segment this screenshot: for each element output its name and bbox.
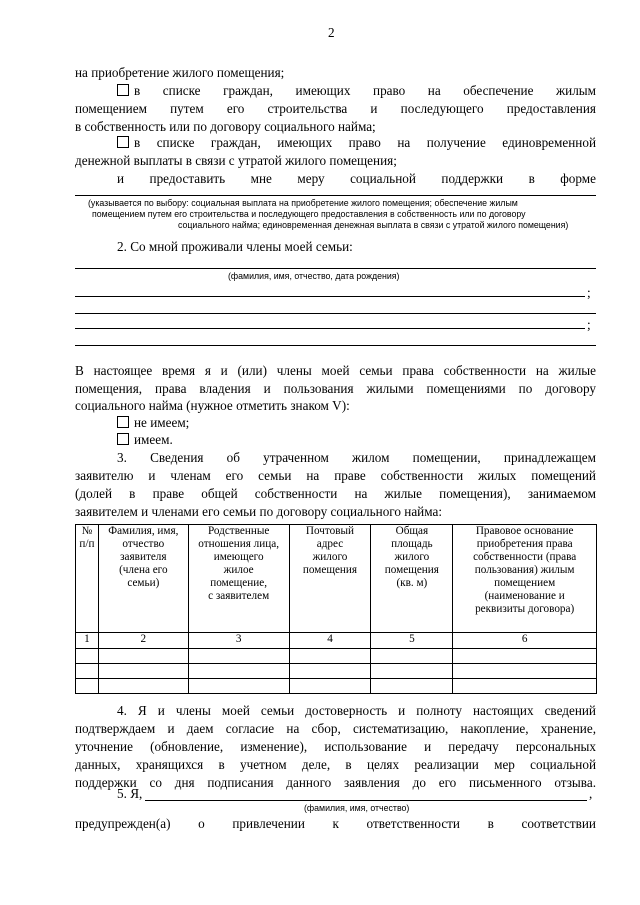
col-number-6: 6: [453, 633, 597, 649]
section3-line3: (долей в праве общей собственности на жилые помещения), занимаемом: [75, 486, 596, 501]
table-cell[interactable]: [453, 649, 597, 664]
section5-label: 5. Я,: [117, 786, 143, 801]
option1-line2: помещением путем его строительства и последующего предоставления: [75, 101, 596, 116]
option1-line3: в собственность или по договору социального найма;: [75, 119, 376, 134]
header-postal-address: Почтовый адрес жилого помещения: [289, 525, 371, 633]
checkbox-have[interactable]: [117, 433, 129, 445]
ownership-option-yes: имеем.: [117, 431, 173, 449]
checkbox-not-have[interactable]: [117, 416, 129, 428]
table-cell[interactable]: [98, 664, 188, 679]
table-cell[interactable]: [188, 679, 289, 694]
section4-line3: уточнение (обновление, изменение), использование и передачу персональных: [75, 739, 596, 754]
family-member-field-2[interactable]: [75, 296, 585, 297]
header-number: № п/п: [76, 525, 99, 633]
table-cell[interactable]: [289, 649, 371, 664]
semicolon-1: ;: [587, 285, 591, 300]
lost-housing-table: [75, 524, 597, 694]
name-note: (фамилия, имя, отчество): [304, 803, 410, 813]
table-row: [76, 649, 597, 664]
header-legal-basis: Правовое основание приобретения права собственности (права пользования) жилым помещением (наименование и реквизиты договора): [453, 525, 597, 633]
provide-note-line3: социального найма; единовременная денежная выплата в связи с утратой жилого помещения): [178, 220, 569, 230]
section3-line1: 3. Сведения об утраченном жилом помещении, принадлежащем: [117, 450, 596, 465]
table-cell[interactable]: [76, 679, 99, 694]
table-cell[interactable]: [188, 649, 289, 664]
family-member-field-5[interactable]: [75, 345, 596, 346]
section3-line4: заявителем и членами его семьи по договору социального найма:: [75, 504, 442, 519]
table-cell[interactable]: [371, 679, 453, 694]
ownership-line3: социального найма (нужное отметить знаком V):: [75, 398, 350, 413]
option1-line1: в списке граждан, имеющих право на обеспечение жилым: [117, 82, 596, 100]
table-cell[interactable]: [371, 664, 453, 679]
family-note: (фамилия, имя, отчество, дата рождения): [228, 271, 400, 281]
col-number-1: 1: [76, 633, 99, 649]
section2-title: 2. Со мной проживали члены моей семьи:: [117, 239, 353, 254]
section4-line1: 4. Я и члены моей семьи достоверность и полноту настоящих сведений: [117, 703, 596, 718]
semicolon-2: ;: [587, 317, 591, 332]
section4-line5: поддержки со дня подписания данного заявления до его письменного отзыва.: [75, 775, 596, 790]
table-row: [76, 679, 597, 694]
table-cell[interactable]: [76, 649, 99, 664]
ownership-option-no: не имеем;: [117, 414, 189, 432]
table-header-row: [76, 525, 597, 633]
table-cell[interactable]: [289, 664, 371, 679]
table-cell[interactable]: [76, 664, 99, 679]
section4-line4: данных, хранящихся в учетном деле, в целях реализации мер социальной: [75, 757, 596, 772]
table-cell[interactable]: [453, 679, 597, 694]
col-number-4: 4: [289, 633, 371, 649]
section3-line2: заявителю и членам его семьи на праве собственности жилых помещений: [75, 468, 596, 483]
family-member-field-1[interactable]: [75, 268, 596, 269]
table-cell[interactable]: [289, 679, 371, 694]
table-cell[interactable]: [188, 664, 289, 679]
table-cell[interactable]: [371, 649, 453, 664]
option2-line1: в списке граждан, имеющих право на получение единовременной: [117, 134, 596, 152]
applicant-name-field[interactable]: [145, 800, 587, 801]
table-cell[interactable]: [98, 679, 188, 694]
section5-comma: ,: [589, 786, 593, 801]
header-relationship: Родственные отношения лица, имеющего жилое помещение, с заявителем: [188, 525, 289, 633]
option2-line2: денежной выплаты в связи с утратой жилого помещения;: [75, 153, 397, 168]
provide-note-line2: помещением путем его строительства и последующего предоставления в собственность или по договору: [92, 209, 526, 219]
col-number-3: 3: [188, 633, 289, 649]
section5-last-line: предупрежден(а) о привлечении к ответственности в соответствии: [75, 816, 596, 831]
provide-line: и предоставить мне меру социальной поддержки в форме: [117, 171, 596, 186]
table-row: [76, 664, 597, 679]
table-number-row: [76, 633, 597, 649]
support-form-field[interactable]: [75, 195, 596, 196]
provide-note-line1: (указывается по выбору: социальная выплата на приобретение жилого помещения; обеспечение жилым: [88, 198, 518, 208]
col-number-5: 5: [371, 633, 453, 649]
family-member-field-3[interactable]: [75, 313, 596, 314]
table-cell[interactable]: [453, 664, 597, 679]
col-number-2: 2: [98, 633, 188, 649]
intro-line: на приобретение жилого помещения;: [75, 65, 285, 80]
family-member-field-4[interactable]: [75, 328, 585, 329]
checkbox-lump-sum-list[interactable]: [117, 136, 129, 148]
header-full-name: Фамилия, имя, отчество заявителя (члена его семьи): [98, 525, 188, 633]
checkbox-waiting-list[interactable]: [117, 84, 129, 96]
page-number: 2: [328, 25, 335, 40]
ownership-line1: В настоящее время я и (или) члены моей семьи права собственности на жилые: [75, 363, 596, 378]
ownership-line2: помещения, права владения и пользования жилыми помещениями по договору: [75, 381, 596, 396]
header-area: Общая площадь жилого помещения (кв. м): [371, 525, 453, 633]
table-cell[interactable]: [98, 649, 188, 664]
section4-line2: подтверждаем и даем согласие на сбор, систематизацию, накопление, хранение,: [75, 721, 596, 736]
